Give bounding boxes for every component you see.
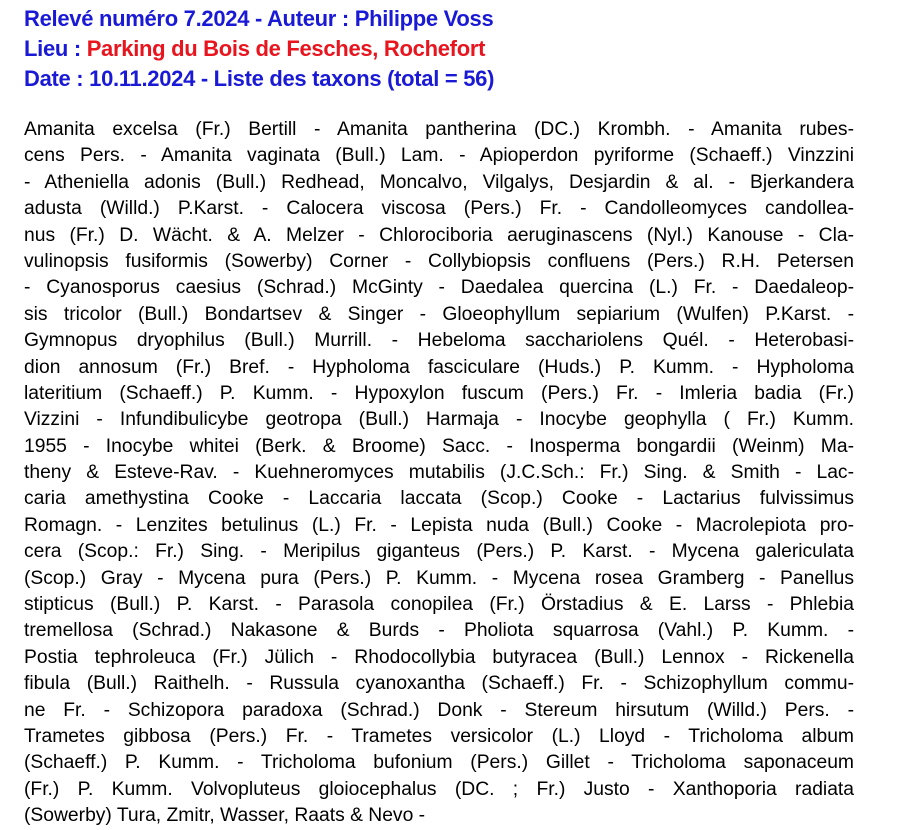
taxa-line: nus (Fr.) D. Wächt. & A. Melzer - Chlorociboria aeruginascens (Nyl.) Kanouse - Cla- xyxy=(24,224,854,246)
location-label: Lieu : xyxy=(24,36,87,61)
taxa-line: adusta (Willd.) P.Karst. - Calocera viscosa (Pers.) Fr. - Candolleomyces candollea- xyxy=(24,198,854,220)
taxa-line: stipticus (Bull.) P. Karst. - Parasola conopilea (Fr.) Örstadius & E. Larss - Phlebia xyxy=(24,594,854,616)
document-header xyxy=(24,4,494,94)
location-value: Parking du Bois de Fesches, Rochefort xyxy=(86,36,486,61)
taxa-line: tremellosa (Schrad.) Nakasone & Burds - Pholiota squarrosa (Vahl.) P. Kumm. - xyxy=(24,620,854,642)
taxa-line: 1955 - Inocybe whitei (Berk. & Broome) Sacc. - Inosperma bongardii (Weinm) Ma- xyxy=(24,435,854,457)
taxa-line: - Atheniella adonis (Bull.) Redhead, Moncalvo, Vilgalys, Desjardin & al. - Bjerkandera xyxy=(24,171,854,193)
header-date-taxa-count: Date : 10.11.2024 - Liste des taxons (total = 56) xyxy=(24,66,495,91)
taxa-line: sis tricolor (Bull.) Bondartsev & Singer - Gloeophyllum sepiarium (Wulfen) P.Karst. - xyxy=(24,303,854,325)
taxa-line: (Fr.) P. Kumm. Volvopluteus gloiocephalus (DC. ; Fr.) Justo - Xanthoporia radiata xyxy=(24,778,854,800)
taxa-line: ne Fr. - Schizopora paradoxa (Schrad.) Donk - Stereum hirsutum (Willd.) Pers. - xyxy=(24,699,854,721)
taxa-line: - Cyanosporus caesius (Schrad.) McGinty - Daedalea quercina (L.) Fr. - Daedaleop- xyxy=(24,277,854,299)
taxa-line: Vizzini - Infundibulicybe geotropa (Bull.) Harmaja - Inocybe geophylla ( Fr.) Kumm. xyxy=(24,409,854,431)
taxa-line: Postia tephroleuca (Fr.) Jülich - Rhodocollybia butyracea (Bull.) Lennox - Rickenella xyxy=(24,646,854,668)
taxa-line: Trametes gibbosa (Pers.) Fr. - Trametes versicolor (L.) Lloyd - Tricholoma album xyxy=(24,725,854,747)
taxa-line: (Sowerby) Tura, Zmitr, Wasser, Raats & Nevo - xyxy=(24,805,426,827)
taxa-line: vulinopsis fusiformis (Sowerby) Corner - Collybiopsis confluens (Pers.) R.H. Petersen xyxy=(24,250,854,272)
header-record-author: Relevé numéro 7.2024 - Auteur : Philippe Voss xyxy=(24,6,494,31)
taxa-line: (Scop.) Gray - Mycena pura (Pers.) P. Kumm. - Mycena rosea Gramberg - Panellus xyxy=(24,567,854,589)
taxa-line: lateritium (Schaeff.) P. Kumm. - Hypoxylon fuscum (Pers.) Fr. - Imleria badia (Fr.) xyxy=(24,382,854,404)
taxa-line: caria amethystina Cooke - Laccaria laccata (Scop.) Cooke - Lactarius fulvissimus xyxy=(24,488,854,510)
taxa-line: Gymnopus dryophilus (Bull.) Murrill. - Hebeloma sacchariolens Quél. - Heterobasi- xyxy=(24,330,854,352)
taxa-line: cens Pers. - Amanita vaginata (Bull.) Lam. - Apioperdon pyriforme (Schaeff.) Vinzzini xyxy=(24,145,854,167)
header-location xyxy=(24,34,494,64)
taxa-list xyxy=(24,117,854,830)
taxa-line: dion annosum (Fr.) Bref. - Hypholoma fasciculare (Huds.) P. Kumm. - Hypholoma xyxy=(24,356,854,378)
taxa-line: Amanita excelsa (Fr.) Bertill - Amanita pantherina (DC.) Krombh. - Amanita rubes- xyxy=(24,119,854,140)
taxa-line: cera (Scop.: Fr.) Sing. - Meripilus giganteus (Pers.) P. Karst. - Mycena galericulata xyxy=(24,541,854,563)
taxa-line: fibula (Bull.) Raithelh. - Russula cyanoxantha (Schaeff.) Fr. - Schizophyllum commu- xyxy=(24,673,854,695)
taxa-line: Romagn. - Lenzites betulinus (L.) Fr. - Lepista nuda (Bull.) Cooke - Macrolepiota pro- xyxy=(24,514,854,536)
taxa-line: (Schaeff.) P. Kumm. - Tricholoma bufonium (Pers.) Gillet - Tricholoma saponaceum xyxy=(24,752,854,774)
taxa-line: theny & Esteve-Rav. - Kuehneromyces mutabilis (J.C.Sch.: Fr.) Sing. & Smith - Lac- xyxy=(24,462,854,484)
